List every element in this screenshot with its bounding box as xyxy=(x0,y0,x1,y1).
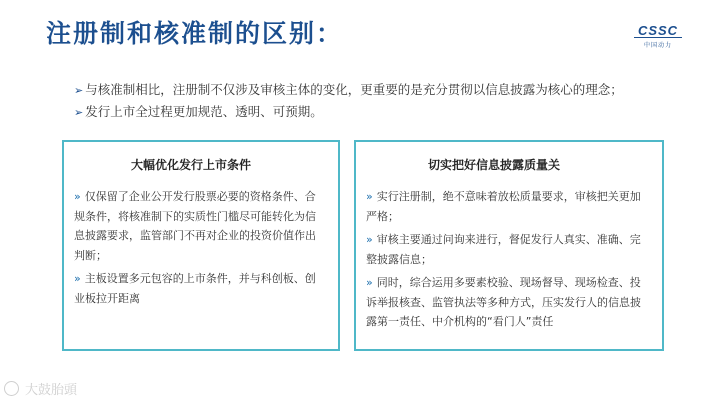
page-title: 注册制和核准制的区别： xyxy=(46,19,344,48)
logo-subtitle: 中国动力 xyxy=(643,42,672,49)
right-panel-item xyxy=(366,230,650,269)
double-chevron-icon: » xyxy=(74,272,81,285)
watermark-logo-icon xyxy=(4,381,19,396)
intro-bullet-text: 与核准制相比，注册制不仅涉及审核主体的变化，更重要的是充分贯彻以信息披露为核心的理念； xyxy=(85,82,623,97)
logo-word: CSSC xyxy=(634,24,682,38)
double-chevron-icon: » xyxy=(366,233,373,246)
intro-bullet xyxy=(74,82,623,104)
double-chevron-icon: » xyxy=(366,190,373,203)
intro-bullets xyxy=(74,82,623,126)
arrow-bullet-icon: ➢ xyxy=(74,106,84,119)
left-panel-item xyxy=(74,187,326,265)
left-panel xyxy=(62,140,340,351)
left-panel-item-text: 主板设置多元包容的上市条件，并与科创板、创业板拉开距离 xyxy=(74,272,316,305)
right-panel-heading: 切实把好信息披露质量关 xyxy=(427,158,560,172)
left-panel-item xyxy=(74,269,326,308)
right-panel-item xyxy=(366,187,650,226)
right-panel-item-text: 审核主要通过问询来进行，督促发行人真实、准确、完整披露信息； xyxy=(366,233,641,266)
intro-bullet-text: 发行上市全过程更加规范、透明、可预期。 xyxy=(85,104,323,119)
left-panel-item-text: 仅保留了企业公开发行股票必要的资格条件、合规条件，将核准制下的实质性门槛尽可能转化为信息披露要求，监管部门不再对企业的投资价值作出判断； xyxy=(74,190,316,262)
left-panel-heading: 大幅优化发行上市条件 xyxy=(130,158,251,172)
watermark xyxy=(4,379,77,398)
arrow-bullet-icon: ➢ xyxy=(74,84,84,97)
right-panel-item-text: 同时，综合运用多要素校验、现场督导、现场检查、投诉举报核查、监管执法等多种方式，压实发行人的信息披露第一责任、中介机构的“看门人”责任 xyxy=(366,276,641,328)
cssc-logo xyxy=(634,24,682,52)
double-chevron-icon: » xyxy=(366,276,373,289)
right-panel-item-text: 实行注册制，绝不意味着放松质量要求，审核把关更加严格； xyxy=(366,190,641,223)
double-chevron-icon: » xyxy=(74,190,81,203)
right-panel-item xyxy=(366,273,650,332)
watermark-text: 大鼓胎頭 xyxy=(25,383,78,398)
right-panel xyxy=(354,140,664,351)
intro-bullet xyxy=(74,104,623,126)
